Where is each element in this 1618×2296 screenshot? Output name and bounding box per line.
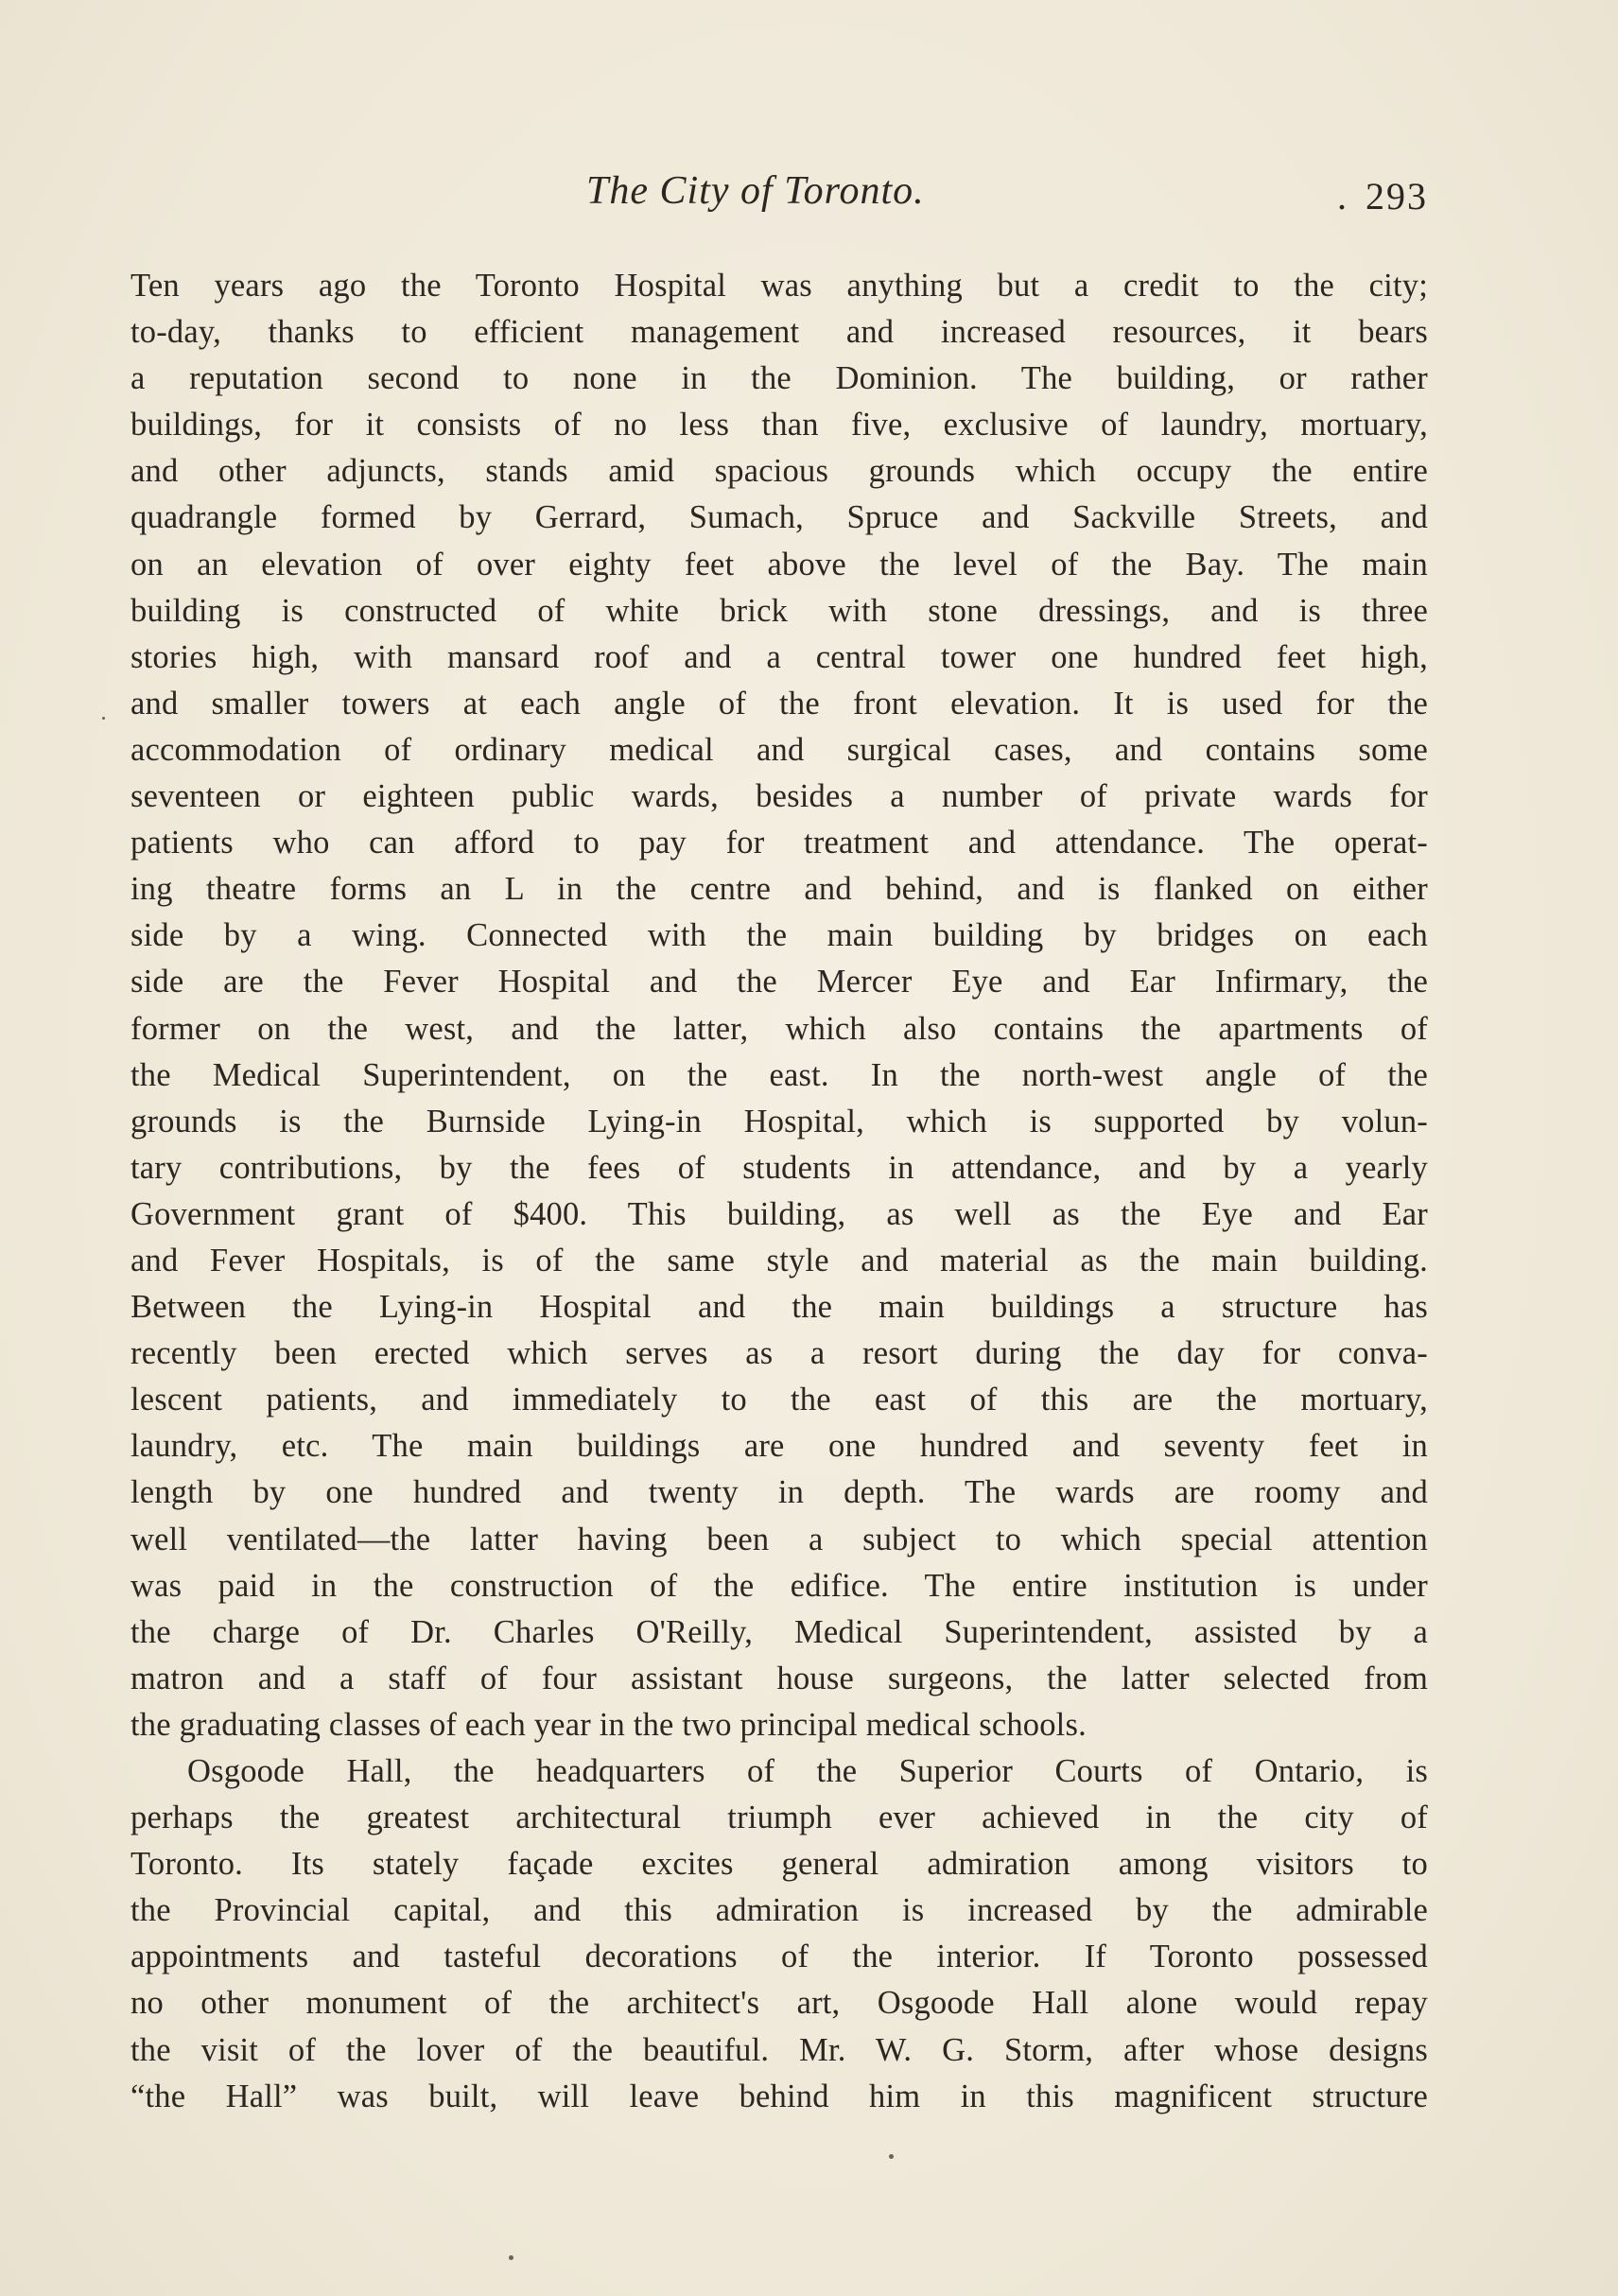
page-number-group [1337, 174, 1428, 218]
paper-speck [509, 2255, 513, 2260]
text-line: patients who can afford to pay for treatment and attendance. The operat- [130, 825, 1428, 861]
text-line: matron and a staff of four assistant house surgeons, the latter selected from [130, 1660, 1428, 1696]
text-line: the Medical Superintendent, on the east. In the north-west angle of the [130, 1056, 1428, 1093]
text-line: and smaller towers at each angle of the front elevation. It is used for the [130, 685, 1428, 722]
text-line: ing theatre forms an L in the centre and behind, and is flanked on either [130, 871, 1428, 908]
text-line: length by one hundred and twenty in depth. The wards are roomy and [130, 1474, 1428, 1511]
paper-speck [102, 717, 105, 720]
page-number: 293 [1366, 175, 1428, 217]
text-line: building is constructed of white brick with stone dressings, and is three [130, 592, 1428, 629]
text-line: “the Hall” was built, will leave behind him in this magnificent structure [130, 2078, 1428, 2114]
text-line: seventeen or eighteen public wards, besides a number of private wards for [130, 778, 1428, 815]
text-line: stories high, with mansard roof and a central tower one hundred feet high, [130, 638, 1428, 675]
text-line: a reputation second to none in the Dominion. The building, or rather [130, 360, 1428, 397]
text-line: former on the west, and the latter, which also contains the apartments of [130, 1010, 1428, 1047]
text-line: quadrangle formed by Gerrard, Sumach, Spruce and Sackville Streets, and [130, 499, 1428, 536]
text-line: buildings, for it consists of no less than five, exclusive of laundry, mortuary, [130, 407, 1428, 444]
text-line: Government grant of $400. This building, as well as the Eye and Ear [130, 1195, 1428, 1232]
text-line: accommodation of ordinary medical and surgical cases, and contains some [130, 731, 1428, 768]
running-title: The City of Toronto. [586, 169, 925, 213]
paper-speck [889, 2154, 894, 2159]
text-line: Toronto. Its stately façade excites general admiration among visitors to [130, 1846, 1428, 1883]
text-line: laundry, etc. The main buildings are one hundred and seventy feet in [130, 1428, 1428, 1465]
text-line: perhaps the greatest architectural triumph ever achieved in the city of [130, 1800, 1428, 1836]
text-line: the charge of Dr. Charles O'Reilly, Medical Superintendent, assisted by a [130, 1613, 1428, 1650]
text-line: appointments and tasteful decorations of the interior. If Toronto possessed [130, 1939, 1428, 1975]
text-line: Between the Lying-in Hospital and the main buildings a structure has [130, 1289, 1428, 1326]
text-line: lescent patients, and immediately to the east of this are the mortuary, [130, 1382, 1428, 1418]
text-line: and other adjuncts, stands amid spacious grounds which occupy the entire [130, 453, 1428, 490]
text-line: side are the Fever Hospital and the Mercer Eye and Ear Infirmary, the [130, 964, 1428, 1000]
page-number-dot: . [1337, 175, 1348, 217]
text-line: no other monument of the architect's art, Osgoode Hall alone would repay [130, 1985, 1428, 2022]
text-line: Osgoode Hall, the headquarters of the Superior Courts of Ontario, is [187, 1753, 1428, 1789]
body-text [130, 263, 1428, 2120]
page-header [130, 168, 1428, 225]
text-line: and Fever Hospitals, is of the same style and material as the main building. [130, 1242, 1428, 1278]
text-line: Ten years ago the Toronto Hospital was anything but a credit to the city; [130, 268, 1428, 304]
paragraph-osgoode-hall [130, 1748, 1428, 2120]
paragraph-hospital [130, 263, 1428, 1748]
text-line: recently been erected which serves as a resort during the day for conva- [130, 1335, 1428, 1372]
text-line: tary contributions, by the fees of students in attendance, and by a yearly [130, 1149, 1428, 1186]
text-line: the visit of the lover of the beautiful. Mr. W. G. Storm, after whose designs [130, 2031, 1428, 2068]
text-line: was paid in the construction of the edifice. The entire institution is under [130, 1567, 1428, 1604]
text-line: the graduating classes of each year in the two principal medical schools. [130, 1706, 1087, 1743]
text-line: side by a wing. Connected with the main building by bridges on each [130, 917, 1428, 954]
text-line: the Provincial capital, and this admiration is increased by the admirable [130, 1892, 1428, 1929]
text-line: well ventilated—the latter having been a subject to which special attention [130, 1521, 1428, 1557]
text-line: on an elevation of over eighty feet above the level of the Bay. The main [130, 546, 1428, 583]
text-line: grounds is the Burnside Lying-in Hospital, which is supported by volun- [130, 1103, 1428, 1139]
text-line: to-day, thanks to efficient management and increased resources, it bears [130, 314, 1428, 351]
